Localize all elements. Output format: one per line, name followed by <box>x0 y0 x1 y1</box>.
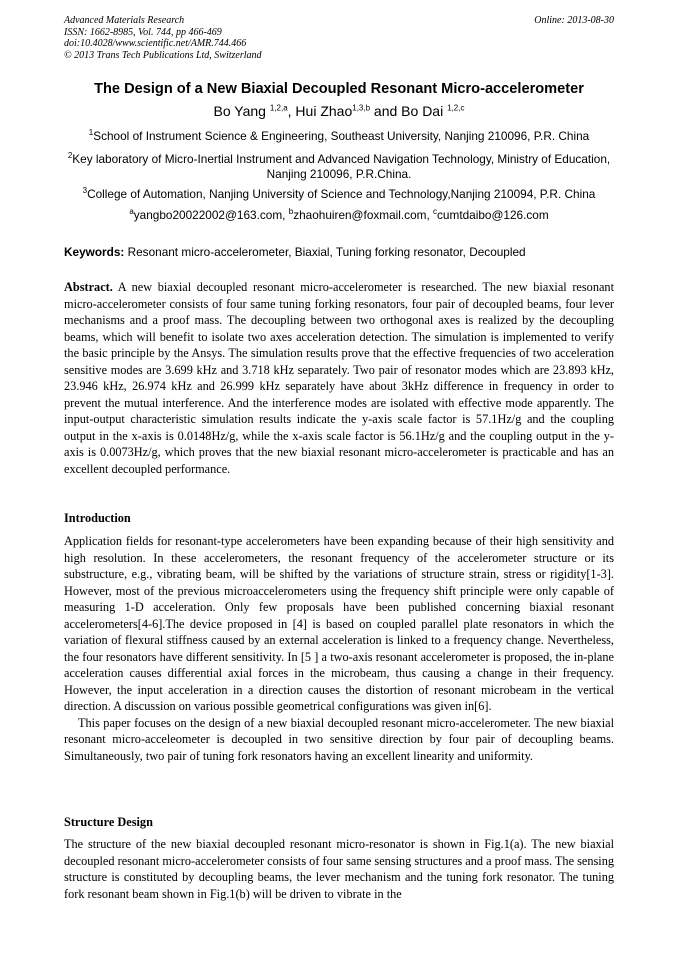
author-name: and Bo Dai <box>370 103 448 119</box>
keywords-label: Keywords: <box>64 245 125 259</box>
author-affiliation-mark: 1,2,c <box>447 103 465 113</box>
affiliation-number: 1 <box>88 128 94 138</box>
email-line <box>40 208 638 222</box>
doi-line: doi:10.4028/www.scientific.net/AMR.744.466 <box>64 38 247 49</box>
journal-header <box>64 15 262 61</box>
author-affiliation-mark: 1,2,a <box>269 103 288 113</box>
email-address[interactable]: yangbo20022002@163.com, <box>133 208 289 222</box>
paragraph: Application fields for resonant-type accelerometers have been expanding because of their high sensitivity and high resolution. In these accelerometers, the resonant frequency of the accelerometer structure or its substructure, e.g., vibrating beam, will be shifted by the variations of structure strain, stress or rigidity[1-3]. However, most of the previous microaccelerometers using the frequency shift principle were only capable of measuring 1-D acceleration. Only few proposals have been published concerning biaxial resonant accelerometers[4-6].The device proposed in [4] is based on coupled parallel plate resonators in which the variation of flexural stiffness caused by an external acceleration is linked to a frequency change. Nevertheless, the four resonators have different sensitivity. In [5 ] a two-axis resonant accelerometer is proposed, the in-plane acceleration causes differential axial forces in the microbeam, thus causing a change in their frequency. However, the input acceleration in a direction causes the distortion of resonant microbeam in the vertical direction. A discussion on various possible geometrical configurations was given in[6]. <box>64 534 614 713</box>
structure-design-body <box>64 836 614 902</box>
paragraph: This paper focuses on the design of a new biaxial decoupled resonant micro-accelerometer. The new biaxial resonant micro-acceleometer is decoupled in two sensitive direction by four pair of decoupling beams. Simultaneously, two pair of tuning fork resonators having an excellent linearity and uniformity. <box>64 715 614 763</box>
keywords-text: Resonant micro-accelerometer, Biaxial, Tuning forking resonator, Decoupled <box>124 245 526 259</box>
issn-line: ISSN: 1662-8985, Vol. 744, pp 466-469 <box>64 26 222 38</box>
email-mark: b <box>288 207 294 217</box>
paper-title: The Design of a New Biaxial Decoupled Resonant Micro-accelerometer <box>94 81 584 97</box>
affiliation-text: Key laboratory of Micro-Inertial Instrument and Advanced Navigation Technology, Ministry of Education, Nanjing 210096, P.R.China. <box>72 152 611 181</box>
abstract-text: A new biaxial decoupled resonant micro-accelerometer is researched. The new biaxial resonant micro-accelerometer consists of four same tuning forking resonators, four pair of decoupled beams, four lever mechanisms and a proof mass. The decoupling between two orthogonal axes is realized by the decoupling beams, which will benefit to isolate two axes acceleration detection. The simulation is implemented to verify the basic principle by the Ansys. The simulation results prove that the effective frequencies of two acceleration sensitive modes are 3.699 kHz and 3.718 kHz separately. Two pair of resonator modes which are 23.893 kHz, 23.946 kHz, 26.974 kHz and 26.999 kHz separately have about 3kHz difference in frequency in order to prevent the mutual interference. And the interference modes are isolated with effective mode apparently. The input-output characteristic simulation results indicate the y-axis scale factor is 57.1Hz/g and the coupling output in the x-axis is 0.0148Hz/g, while the x-axis scale factor is 56.1Hz/g and the coupling output in the y-axis is 0.0073Hz/g, which proves that the new biaxial resonant micro-accelerometer is practicable and has an excellent decoupled performance. <box>64 280 614 476</box>
author-line <box>40 103 638 119</box>
affiliation-3 <box>50 187 628 202</box>
affiliation-number: 3 <box>82 186 88 196</box>
affiliation-text: College of Automation, Nanjing University of Science and Technology,Nanjing 210094, P.R. China <box>87 187 596 201</box>
affiliation-number: 2 <box>67 151 73 161</box>
journal-name: Advanced Materials Research <box>64 15 185 26</box>
introduction-heading: Introduction <box>64 511 131 525</box>
affiliation-2 <box>50 152 628 182</box>
author-affiliation-mark: 1,3,b <box>352 103 371 113</box>
keywords <box>64 245 624 259</box>
email-mark: c <box>433 207 438 217</box>
copyright-line: © 2013 Trans Tech Publications Ltd, Switzerland <box>64 49 262 61</box>
email-mark: a <box>129 207 134 217</box>
introduction-body <box>64 533 614 764</box>
abstract <box>64 279 614 477</box>
structure-design-heading: Structure Design <box>64 815 153 829</box>
online-date: Online: 2013-08-30 <box>534 15 614 26</box>
author-name: , Hui Zhao <box>287 103 353 119</box>
affiliation-text: School of Instrument Science & Engineering, Southeast University, Nanjing 210096, P.R. China <box>93 129 590 143</box>
abstract-label: Abstract. <box>64 280 113 294</box>
email-address[interactable]: cumtdaibo@126.com <box>437 208 549 222</box>
paragraph: The structure of the new biaxial decoupled resonant micro-resonator is shown in Fig.1(a). The new biaxial decoupled resonant micro-accelerometer consists of four same sensing structures and a proof mass. The sensing structure is constituted by decoupling beams, the lever mechanism and the tuning fork resonator. The tuning fork resonant beam shown in Fig.1(b) will be driven to vibrate in the <box>64 837 614 901</box>
affiliation-1 <box>50 129 628 144</box>
email-address[interactable]: zhaohuiren@foxmail.com, <box>293 208 434 222</box>
author-name: Bo Yang <box>213 103 270 119</box>
